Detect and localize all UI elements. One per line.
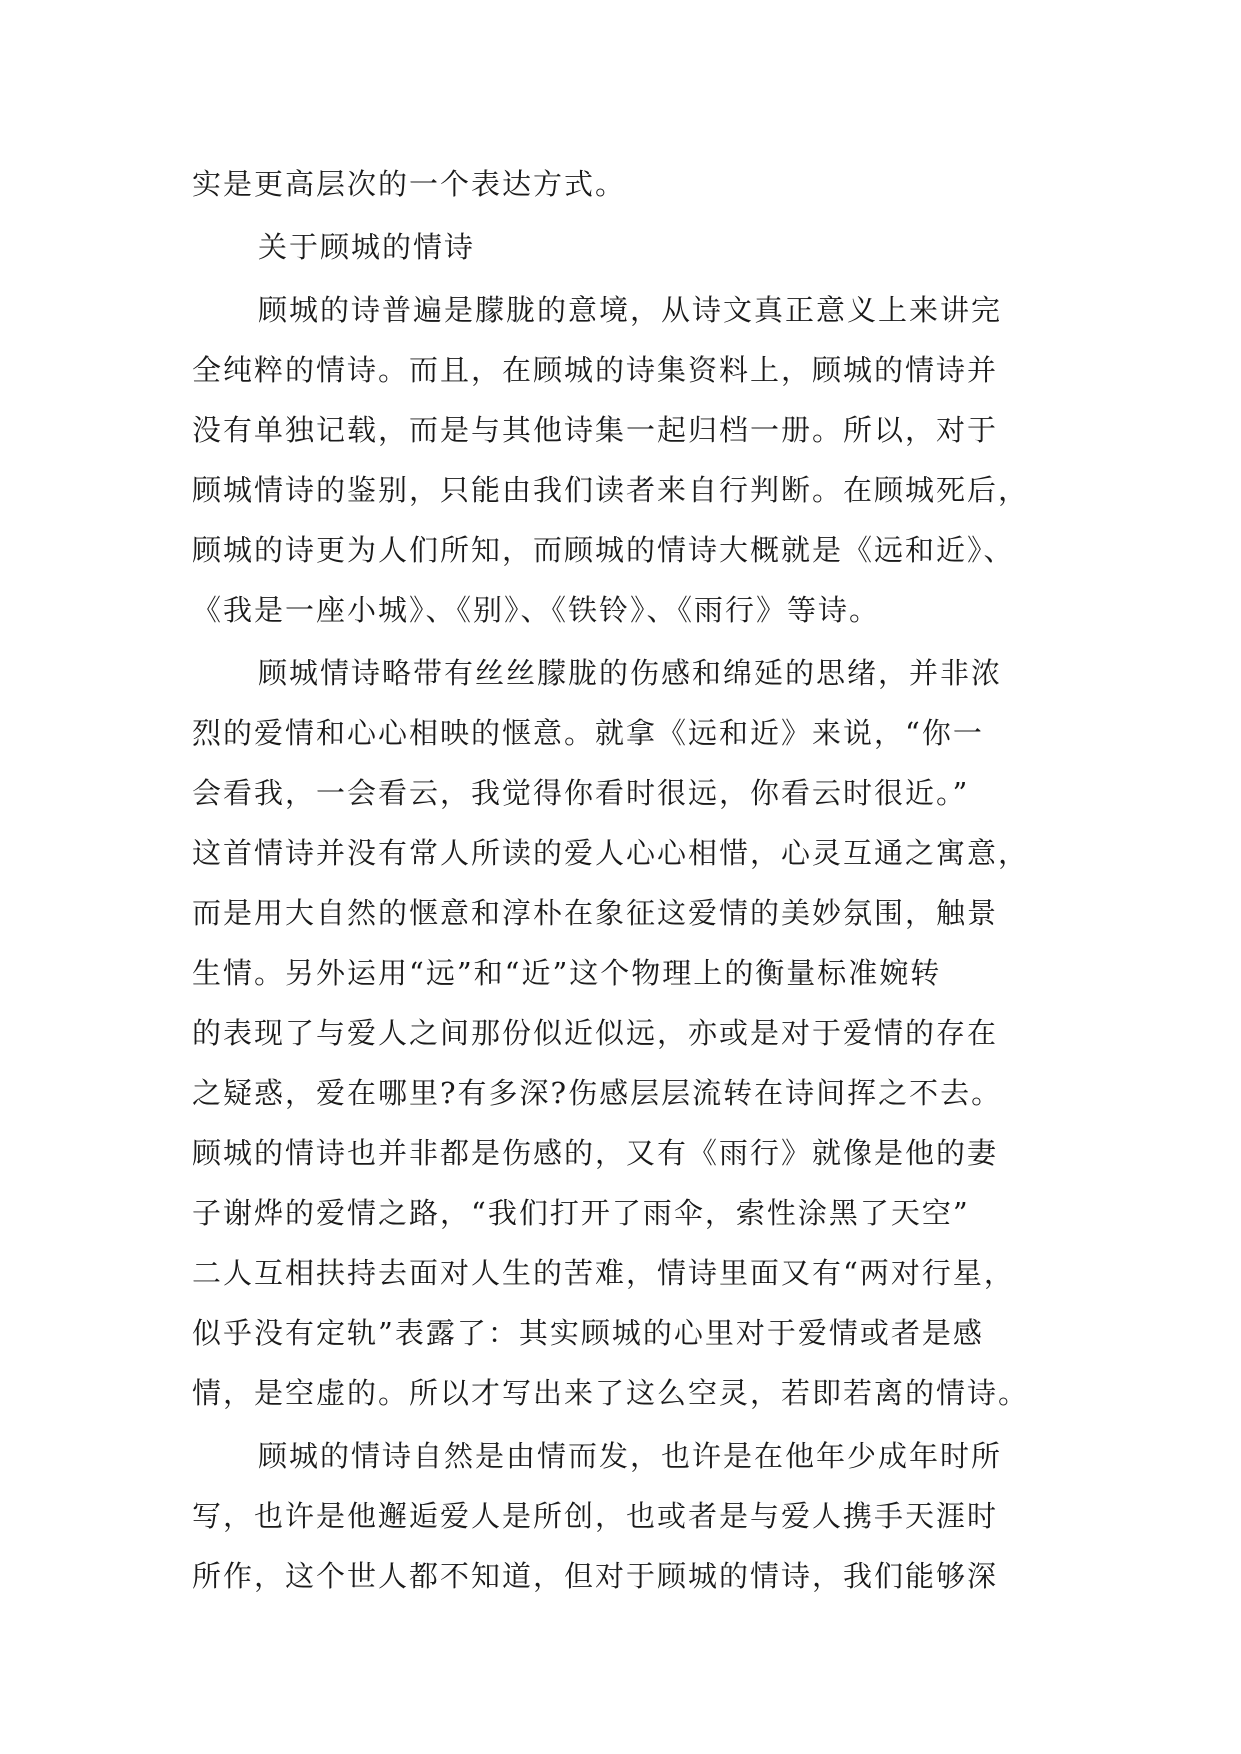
text-line: 烈的爱情和心心相映的惬意。就拿《远和近》来说，“你一 <box>192 716 984 750</box>
text-line: 会看我，一会看云，我觉得你看时很远，你看云时很近。” <box>192 776 970 810</box>
section-heading: 关于顾城的情诗 <box>258 230 476 264</box>
text-line: 顾城的诗更为人们所知，而顾城的情诗大概就是《远和近》、 <box>192 533 1015 567</box>
text-line: 顾城的情诗自然是由情而发，也许是在他年少成年时所 <box>258 1439 1003 1473</box>
text-line: 全纯粹的情诗。而且，在顾城的诗集资料上，顾城的情诗并 <box>192 353 999 387</box>
text-line: 生情。另外运用“远”和“近”这个物理上的衡量标准婉转 <box>192 956 942 990</box>
text-line: 似乎没有定轨”表露了：其实顾城的心里对于爱情或者是感 <box>192 1316 984 1350</box>
text-line: 的表现了与爱人之间那份似近似远，亦或是对于爱情的存在 <box>192 1016 999 1050</box>
text-line: 而是用大自然的惬意和淳朴在象征这爱情的美妙氛围，触景 <box>192 896 999 930</box>
text-line: 顾城情诗略带有丝丝朦胧的伤感和绵延的思绪，并非浓 <box>258 656 1003 690</box>
text-line: 这首情诗并没有常人所读的爱人心心相惜，心灵互通之寓意， <box>192 836 1030 870</box>
text-line: 二人互相扶持去面对人生的苦难，情诗里面又有“两对行星， <box>192 1256 1015 1290</box>
text-line: 之疑惑，爱在哪里?有多深?伤感层层流转在诗间挥之不去。 <box>192 1076 1003 1110</box>
text-line: 顾城情诗的鉴别，只能由我们读者来自行判断。在顾城死后， <box>192 473 1030 507</box>
text-line: 情，是空虚的。所以才写出来了这么空灵，若即若离的情诗。 <box>192 1376 1030 1410</box>
text-line: 没有单独记载，而是与其他诗集一起归档一册。所以，对于 <box>192 413 999 447</box>
text-line: 子谢烨的爱情之路，“我们打开了雨伞，索性涂黑了天空” <box>192 1196 970 1230</box>
text-line: 顾城的诗普遍是朦胧的意境，从诗文真正意义上来讲完 <box>258 293 1003 327</box>
text-line: 顾城的情诗也并非都是伤感的，又有《雨行》就像是他的妻 <box>192 1136 999 1170</box>
text-line: 所作，这个世人都不知道，但对于顾城的情诗，我们能够深 <box>192 1559 999 1593</box>
text-line: 写，也许是他邂逅爱人是所创，也或者是与爱人携手天涯时 <box>192 1499 999 1533</box>
text-line: 《我是一座小城》、《别》、《铁铃》、《雨行》等诗。 <box>192 593 881 627</box>
text-line: 实是更高层次的一个表达方式。 <box>192 167 627 201</box>
